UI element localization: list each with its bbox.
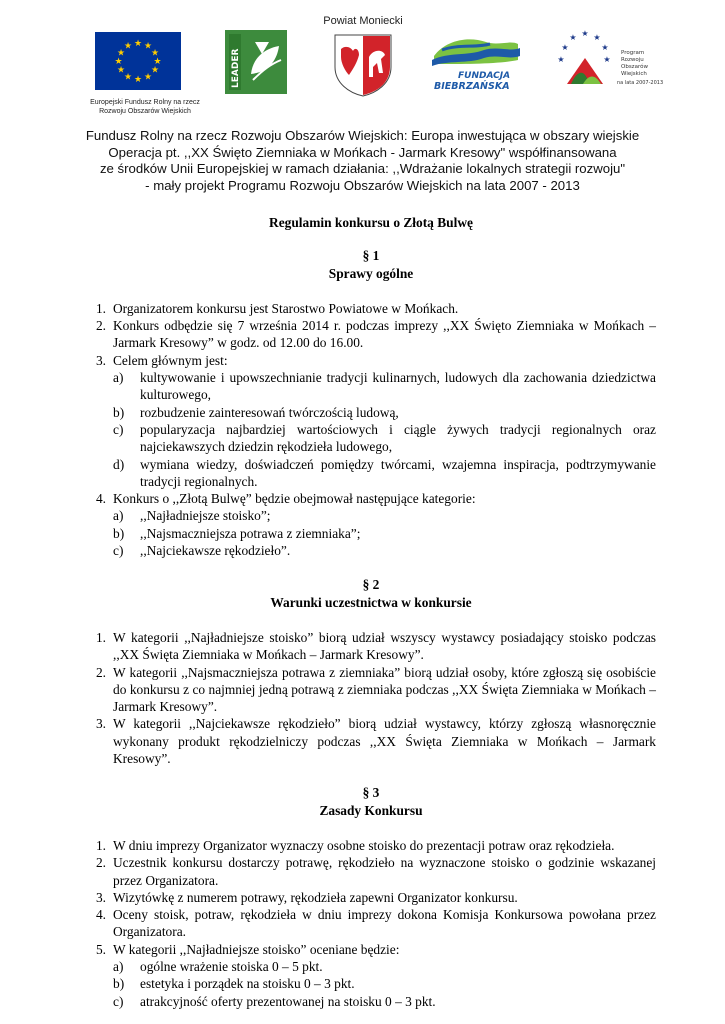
fundacja-line1: FUNDACJA bbox=[458, 71, 511, 81]
section-number: § 3 bbox=[362, 785, 380, 801]
list-item: 4. Konkurs o ,,Złotą Bulwę” będzie obejmował następujące kategorie: a) ,,Najładniejsze stoisko”; b) ,,Najsmaczniejsza potrawa z ziemniaka”; c) ,,Najciekawsze rękodzieło”. bbox=[86, 490, 656, 559]
svg-text:★: ★ bbox=[150, 65, 160, 76]
section-1-list bbox=[86, 300, 656, 559]
section-title: Sprawy ogólne bbox=[328, 265, 414, 281]
list-item: 3. Celem głównym jest: a) kultywowanie i upowszechnianie tradycji kulinarnych, ludowych dla zachowania dziedzictwa kulturowego, b) rozbudzenie zainteresowań twórczością ludową, c) popularyzacja najbardziej wartościowych i ciągle żywych tradycji regionalnych oraz najciekawszych dziedzin rękodzieła ludowego, d) wymiana wiedzy, doświadczeń pomiędzy twórcami, wzajemna inspiracja, podtrzymywanie tradycji regionalnych. bbox=[95, 352, 656, 489]
list-item: 1. W kategorii ,,Najładniejsze stoisko” biorą udział wszyscy wystawcy posiadający stoisko podczas ,,XX Święta Ziemniaka w Mońkach – Jarmark Kresowy”. bbox=[95, 629, 656, 663]
sublist-item: c) atrakcyjność oferty prezentowanej na stoisku 0 – 3 pkt. bbox=[113, 993, 436, 1009]
sublist bbox=[113, 958, 656, 1010]
list-item: 3. Wizytówkę z numerem potrawy, rękodzieła zapewni Organizator konkursu. bbox=[95, 889, 518, 905]
section-3-list bbox=[86, 837, 656, 1010]
svg-text:★: ★ bbox=[593, 33, 601, 42]
list-item: 4. Oceny stoisk, potraw, rękodzieła w dniu imprezy dokona Komisja Konkursowa powołana przez Organizatora. bbox=[95, 907, 656, 940]
svg-text:★: ★ bbox=[133, 39, 143, 49]
sublist-item: a) ,,Najładniejsze stoisko”; bbox=[113, 508, 271, 524]
powiat-coat-of-arms bbox=[333, 33, 393, 97]
sublist bbox=[113, 507, 656, 559]
section-number: § 2 bbox=[362, 577, 380, 593]
svg-text:★: ★ bbox=[123, 72, 133, 83]
prow-line2: Rozwoju bbox=[621, 57, 644, 63]
section-number: § 1 bbox=[362, 248, 380, 264]
svg-text:★: ★ bbox=[601, 43, 609, 52]
svg-text:★: ★ bbox=[143, 72, 153, 83]
prow-line5: na lata 2007-2013 bbox=[617, 80, 664, 86]
sublist-item: c) ,,Najciekawsze rękodzieło”. bbox=[113, 543, 291, 559]
fundacja-line2: BIEBRZAŃSKA bbox=[434, 81, 510, 92]
leader-text: LEADER bbox=[231, 48, 241, 88]
list-item: 5. W kategorii ,,Najładniejsze stoisko” oceniane będzie: a) ogólne wrażenie stoiska 0 – 5 pkt. b) estetyka i porządek na stoisku 0 – 3 pkt. c) atrakcyjność oferty prezentowanej na stoisku 0 – 3 pkt. bbox=[86, 941, 656, 1010]
sublist-item: c) popularyzacja najbardziej wartościowych i ciągle żywych tradycji regionalnych oraz najciekawszych dziedzin rękodzieła ludowego, bbox=[113, 421, 656, 455]
svg-text:★: ★ bbox=[153, 57, 162, 67]
header-logos bbox=[0, 0, 725, 125]
section-title: Zasady Konkursu bbox=[319, 802, 423, 818]
funding-statement: Fundusz Rolny na rzecz Rozwoju Obszarów Wiejskich: Europa inwestująca w obszary wiejskie Operacja pt. ,,XX Święto Ziemniaka w Mońkach - Jarmark Kresowy" współfinansowana ze środków Unii Europejskiej w ramach działania: ,,Wdrażanie lokalnych strategii rozwoju" - mały projekt Programu Rozwoju Obszarów Wiejskich na lata 2007 - 2013 bbox=[85, 128, 640, 193]
svg-text:★: ★ bbox=[123, 41, 133, 52]
svg-text:★: ★ bbox=[116, 65, 126, 76]
list-item: 1. Organizatorem konkursu jest Starostwo Powiatowe w Mońkach. bbox=[95, 300, 459, 316]
prow-line4: Wiejskich bbox=[621, 71, 647, 77]
leader-logo bbox=[225, 30, 287, 94]
shield-right bbox=[363, 36, 390, 95]
eu-flag-logo bbox=[95, 32, 181, 90]
list-item: 2. W kategorii ,,Najsmaczniejsza potrawa z ziemniaka” biorą udział osoby, które zgłoszą się osobiście do konkursu z co najmniej jedną potrawą z ziemniaka podczas ,,XX Święta Ziemniaka w Mońkach – Jarmark Kresowy”. bbox=[95, 664, 656, 715]
sublist-item: b) ,,Najsmaczniejsza potrawa z ziemniaka”; bbox=[113, 525, 361, 541]
section-1 bbox=[86, 247, 656, 559]
svg-text:★: ★ bbox=[116, 48, 126, 59]
svg-text:★: ★ bbox=[114, 57, 123, 67]
prow-line1: Program bbox=[621, 50, 645, 56]
sublist-item: b) estetyka i porządek na stoisku 0 – 3 pkt. bbox=[113, 976, 355, 992]
prow-stars bbox=[557, 29, 610, 64]
document-body bbox=[86, 214, 656, 1010]
section-title: Warunki uczestnictwa w konkursie bbox=[270, 594, 472, 610]
section-3 bbox=[86, 784, 656, 1010]
sublist-item: a) kultywowanie i upowszechnianie tradycji kulinarnych, ludowych dla zachowania dziedzictwa kulturowego, bbox=[113, 370, 656, 403]
sublist-item: d) wymiana wiedzy, doświadczeń pomiędzy twórcami, wzajemna inspiracja, podtrzymywanie tradycji regionalnych. bbox=[113, 456, 656, 489]
svg-text:★: ★ bbox=[143, 41, 153, 52]
powiat-title: Powiat Moniecki bbox=[323, 15, 403, 27]
sublist-item: b) rozbudzenie zainteresowań twórczością ludową, bbox=[113, 404, 399, 420]
list-item: 3. W kategorii ,,Najciekawsze rękodzieło” biorą udział wystawcy, którzy zgłoszą własnoręcznie wykonany produkt rękodzielniczy podczas ,,XX Święta Ziemniaka w Mońkach – Jarmark Kresowy”. bbox=[95, 716, 656, 767]
svg-text:★: ★ bbox=[557, 55, 565, 64]
list-item: 2. Konkurs odbędzie się 7 września 2014 r. podczas imprezy ,,XX Święto Ziemniaka w Mońkach – Jarmark Kresowy” w godz. od 12.00 do 16.00. bbox=[95, 318, 656, 351]
section-2-list bbox=[86, 629, 656, 767]
svg-text:★: ★ bbox=[150, 48, 160, 59]
svg-text:★: ★ bbox=[133, 75, 143, 85]
prow-logo bbox=[553, 28, 664, 94]
fundacja-biebrzanska-logo bbox=[428, 30, 524, 94]
svg-text:★: ★ bbox=[581, 29, 589, 38]
sublist-item: a) ogólne wrażenie stoiska 0 – 5 pkt. bbox=[113, 958, 323, 974]
prow-line3: Obszarów bbox=[621, 64, 648, 70]
list-item: 1. W dniu imprezy Organizator wyznaczy osobne stoisko do prezentacji potraw oraz rękodzieła. bbox=[95, 837, 615, 853]
eu-fund-caption: Europejski Fundusz Rolny na rzecz Rozwoju Obszarów Wiejskich bbox=[90, 99, 200, 115]
svg-text:★: ★ bbox=[569, 33, 577, 42]
svg-text:★: ★ bbox=[561, 43, 569, 52]
list-item: 2. Uczestnik konkursu dostarczy potrawę, rękodzieło na wyznaczone stoisko o godzinie wskazanej przez Organizatora. bbox=[95, 855, 656, 888]
section-2 bbox=[86, 576, 656, 767]
svg-text:★: ★ bbox=[603, 55, 611, 64]
sublist bbox=[113, 369, 656, 490]
document-title: Regulamin konkursu o Złotą Bulwę bbox=[269, 215, 473, 230]
